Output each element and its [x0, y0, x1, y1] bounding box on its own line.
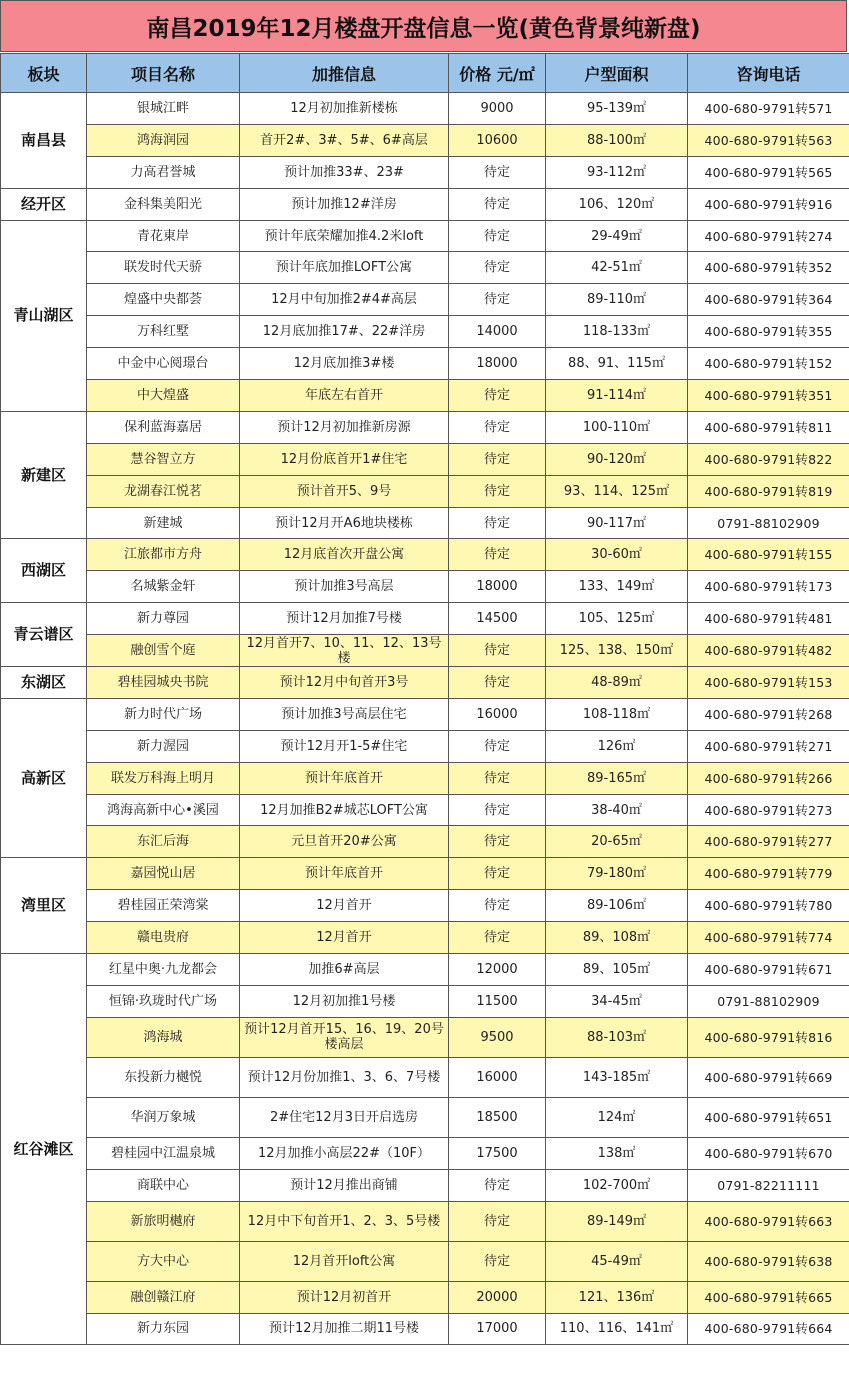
price-cell: 14000: [449, 316, 546, 348]
price-cell: 待定: [449, 922, 546, 954]
phone-cell: 400-680-9791转638: [688, 1241, 849, 1281]
unit-area-cell: 30-60㎡: [546, 539, 688, 571]
region-cell: 南昌县: [1, 93, 87, 189]
price-cell: 20000: [449, 1281, 546, 1313]
project-name-cell: 鸿海润园: [87, 124, 240, 156]
unit-area-cell: 102-700㎡: [546, 1169, 688, 1201]
project-name-cell: 金科集美阳光: [87, 188, 240, 220]
table-row: [1, 730, 849, 762]
phone-cell: 400-680-9791转352: [688, 252, 849, 284]
table-row: [1, 635, 849, 667]
phone-cell: 400-680-9791转669: [688, 1057, 849, 1097]
project-name-cell: 新力东园: [87, 1313, 240, 1345]
launch-info-cell: 预计12月首开15、16、19、20号楼高层: [240, 1017, 449, 1057]
phone-cell: 400-680-9791转664: [688, 1313, 849, 1345]
price-cell: 待定: [449, 794, 546, 826]
table-row: [1, 1169, 849, 1201]
table-row: [1, 1313, 849, 1345]
price-cell: 18500: [449, 1097, 546, 1137]
unit-area-cell: 89-165㎡: [546, 762, 688, 794]
table-row: [1, 922, 849, 954]
project-name-cell: 慧谷智立方: [87, 443, 240, 475]
table-row: [1, 411, 849, 443]
launch-info-cell: 预计12月中旬首开3号: [240, 667, 449, 699]
phone-cell: 400-680-9791转153: [688, 667, 849, 699]
unit-area-cell: 45-49㎡: [546, 1241, 688, 1281]
launch-info-cell: 12月底首次开盘公寓: [240, 539, 449, 571]
phone-cell: 400-680-9791转916: [688, 188, 849, 220]
launch-info-cell: 预计加推3号高层: [240, 571, 449, 603]
table-row: [1, 603, 849, 635]
launch-info-cell: 12月底加推17#、22#洋房: [240, 316, 449, 348]
launch-info-cell: 预计年底首开: [240, 762, 449, 794]
price-cell: 12000: [449, 954, 546, 986]
project-name-cell: 联发时代天骄: [87, 252, 240, 284]
price-cell: 17000: [449, 1313, 546, 1345]
project-name-cell: 华润万象城: [87, 1097, 240, 1137]
table-row: [1, 188, 849, 220]
phone-cell: 400-680-9791转481: [688, 603, 849, 635]
unit-area-cell: 38-40㎡: [546, 794, 688, 826]
project-name-cell: 东投新力樾悦: [87, 1057, 240, 1097]
launch-info-cell: 预计12月份加推1、3、6、7号楼: [240, 1057, 449, 1097]
unit-area-cell: 100-110㎡: [546, 411, 688, 443]
table-row: [1, 571, 849, 603]
phone-cell: 400-680-9791转816: [688, 1017, 849, 1057]
header-area: 户型面积: [546, 54, 688, 93]
table-row: [1, 698, 849, 730]
page-title: 南昌2019年12月楼盘开盘信息一览(黄色背景纯新盘): [0, 0, 847, 52]
header-project: 项目名称: [87, 54, 240, 93]
price-cell: 待定: [449, 667, 546, 699]
launch-info-cell: 预计年底首开: [240, 858, 449, 890]
price-cell: 17500: [449, 1137, 546, 1169]
table-row: [1, 93, 849, 125]
region-cell: 西湖区: [1, 539, 87, 603]
launch-info-cell: 预计12月推出商铺: [240, 1169, 449, 1201]
phone-cell: 0791-88102909: [688, 985, 849, 1017]
price-cell: 待定: [449, 284, 546, 316]
launch-info-cell: 12月首开7、10、11、12、13号楼: [240, 635, 449, 667]
launch-info-cell: 12月首开: [240, 922, 449, 954]
launch-info-cell: 预计12月加推7号楼: [240, 603, 449, 635]
phone-cell: 400-680-9791转779: [688, 858, 849, 890]
price-cell: 待定: [449, 443, 546, 475]
table-row: [1, 284, 849, 316]
price-cell: 待定: [449, 252, 546, 284]
launch-info-cell: 首开2#、3#、5#、6#高层: [240, 124, 449, 156]
listing-table: [0, 53, 849, 1345]
phone-cell: 400-680-9791转565: [688, 156, 849, 188]
unit-area-cell: 48-89㎡: [546, 667, 688, 699]
price-cell: 18000: [449, 571, 546, 603]
project-name-cell: 东汇后海: [87, 826, 240, 858]
project-name-cell: 中金中心阅璟台: [87, 348, 240, 380]
table-row: [1, 539, 849, 571]
table-row: [1, 380, 849, 412]
project-name-cell: 融创雪个庭: [87, 635, 240, 667]
project-name-cell: 新力渥园: [87, 730, 240, 762]
unit-area-cell: 124㎡: [546, 1097, 688, 1137]
price-cell: 18000: [449, 348, 546, 380]
region-cell: 青山湖区: [1, 220, 87, 411]
phone-cell: 400-680-9791转273: [688, 794, 849, 826]
header-info: 加推信息: [240, 54, 449, 93]
launch-info-cell: 12月底加推3#楼: [240, 348, 449, 380]
launch-info-cell: 预计12月初加推新房源: [240, 411, 449, 443]
unit-area-cell: 91-114㎡: [546, 380, 688, 412]
launch-info-cell: 预计加推12#洋房: [240, 188, 449, 220]
unit-area-cell: 34-45㎡: [546, 985, 688, 1017]
phone-cell: 400-680-9791转355: [688, 316, 849, 348]
project-name-cell: 青花東岸: [87, 220, 240, 252]
project-name-cell: 商联中心: [87, 1169, 240, 1201]
unit-area-cell: 143-185㎡: [546, 1057, 688, 1097]
price-cell: 待定: [449, 1241, 546, 1281]
phone-cell: 400-680-9791转268: [688, 698, 849, 730]
launch-info-cell: 预计加推3号高层住宅: [240, 698, 449, 730]
unit-area-cell: 89、105㎡: [546, 954, 688, 986]
project-name-cell: 红星中奥·九龙都会: [87, 954, 240, 986]
launch-info-cell: 预计12月加推二期11号楼: [240, 1313, 449, 1345]
price-cell: 待定: [449, 1201, 546, 1241]
price-cell: 10600: [449, 124, 546, 156]
phone-cell: 400-680-9791转274: [688, 220, 849, 252]
unit-area-cell: 105、125㎡: [546, 603, 688, 635]
unit-area-cell: 89-110㎡: [546, 284, 688, 316]
launch-info-cell: 12月中下旬首开1、2、3、5号楼: [240, 1201, 449, 1241]
table-row: [1, 1097, 849, 1137]
launch-info-cell: 加推6#高层: [240, 954, 449, 986]
region-cell: 经开区: [1, 188, 87, 220]
project-name-cell: 保利蓝海嘉居: [87, 411, 240, 443]
price-cell: 待定: [449, 220, 546, 252]
unit-area-cell: 42-51㎡: [546, 252, 688, 284]
phone-cell: 400-680-9791转780: [688, 890, 849, 922]
phone-cell: 400-680-9791转155: [688, 539, 849, 571]
unit-area-cell: 133、149㎡: [546, 571, 688, 603]
unit-area-cell: 90-117㎡: [546, 507, 688, 539]
project-name-cell: 万科红墅: [87, 316, 240, 348]
unit-area-cell: 93-112㎡: [546, 156, 688, 188]
unit-area-cell: 110、116、141㎡: [546, 1313, 688, 1345]
phone-cell: 400-680-9791转563: [688, 124, 849, 156]
project-name-cell: 鸿海城: [87, 1017, 240, 1057]
unit-area-cell: 88-103㎡: [546, 1017, 688, 1057]
phone-cell: 400-680-9791转774: [688, 922, 849, 954]
launch-info-cell: 元旦首开20#公寓: [240, 826, 449, 858]
price-cell: 待定: [449, 1169, 546, 1201]
project-name-cell: 恒锦·玖珑时代广场: [87, 985, 240, 1017]
price-cell: 待定: [449, 475, 546, 507]
project-name-cell: 新建城: [87, 507, 240, 539]
table-row: [1, 762, 849, 794]
phone-cell: 400-680-9791转152: [688, 348, 849, 380]
table-row: [1, 1241, 849, 1281]
project-name-cell: 新力时代广场: [87, 698, 240, 730]
price-cell: 待定: [449, 890, 546, 922]
table-row: [1, 826, 849, 858]
project-name-cell: 融创赣江府: [87, 1281, 240, 1313]
price-cell: 待定: [449, 380, 546, 412]
launch-info-cell: 12月首开: [240, 890, 449, 922]
phone-cell: 400-680-9791转571: [688, 93, 849, 125]
launch-info-cell: 12月份底首开1#住宅: [240, 443, 449, 475]
unit-area-cell: 20-65㎡: [546, 826, 688, 858]
table-header-row: [1, 54, 849, 93]
unit-area-cell: 121、136㎡: [546, 1281, 688, 1313]
project-name-cell: 碧桂园正荣湾棠: [87, 890, 240, 922]
table-row: [1, 890, 849, 922]
price-cell: 9500: [449, 1017, 546, 1057]
phone-cell: 0791-82211111: [688, 1169, 849, 1201]
table-row: [1, 1057, 849, 1097]
launch-info-cell: 预计年底荣耀加推4.2米loft: [240, 220, 449, 252]
phone-cell: 400-680-9791转482: [688, 635, 849, 667]
table-row: [1, 316, 849, 348]
price-cell: 14500: [449, 603, 546, 635]
table-row: [1, 156, 849, 188]
project-name-cell: 鸿海高新中心•溪园: [87, 794, 240, 826]
table-row: [1, 1137, 849, 1169]
phone-cell: 400-680-9791转266: [688, 762, 849, 794]
price-cell: 待定: [449, 826, 546, 858]
table-row: [1, 252, 849, 284]
price-cell: 待定: [449, 635, 546, 667]
project-name-cell: 新力尊园: [87, 603, 240, 635]
region-cell: 红谷滩区: [1, 954, 87, 1345]
launch-info-cell: 预计年底加推LOFT公寓: [240, 252, 449, 284]
header-region: 板块: [1, 54, 87, 93]
phone-cell: 400-680-9791转271: [688, 730, 849, 762]
launch-info-cell: 2#住宅12月3日开启选房: [240, 1097, 449, 1137]
unit-area-cell: 88、91、115㎡: [546, 348, 688, 380]
project-name-cell: 中大煌盛: [87, 380, 240, 412]
price-cell: 待定: [449, 507, 546, 539]
launch-info-cell: 预计12月开A6地块楼栋: [240, 507, 449, 539]
header-price: 价格 元/㎡: [449, 54, 546, 93]
price-cell: 待定: [449, 730, 546, 762]
unit-area-cell: 89-149㎡: [546, 1201, 688, 1241]
project-name-cell: 煌盛中央都荟: [87, 284, 240, 316]
project-name-cell: 新旅明樾府: [87, 1201, 240, 1241]
table-row: [1, 124, 849, 156]
launch-info-cell: 12月加推B2#城芯LOFT公寓: [240, 794, 449, 826]
unit-area-cell: 88-100㎡: [546, 124, 688, 156]
project-name-cell: 嘉园悦山居: [87, 858, 240, 890]
table-row: [1, 443, 849, 475]
unit-area-cell: 108-118㎡: [546, 698, 688, 730]
unit-area-cell: 79-180㎡: [546, 858, 688, 890]
launch-info-cell: 12月加推小高层22#（10F）: [240, 1137, 449, 1169]
launch-info-cell: 12月中旬加推2#4#高层: [240, 284, 449, 316]
phone-cell: 400-680-9791转351: [688, 380, 849, 412]
project-name-cell: 联发万科海上明月: [87, 762, 240, 794]
price-cell: 11500: [449, 985, 546, 1017]
launch-info-cell: 12月初加推新楼栋: [240, 93, 449, 125]
launch-info-cell: 预计首开5、9号: [240, 475, 449, 507]
price-cell: 9000: [449, 93, 546, 125]
table-row: [1, 794, 849, 826]
unit-area-cell: 90-120㎡: [546, 443, 688, 475]
unit-area-cell: 89-106㎡: [546, 890, 688, 922]
unit-area-cell: 138㎡: [546, 1137, 688, 1169]
table-row: [1, 475, 849, 507]
unit-area-cell: 29-49㎡: [546, 220, 688, 252]
price-cell: 待定: [449, 411, 546, 443]
phone-cell: 400-680-9791转651: [688, 1097, 849, 1137]
phone-cell: 400-680-9791转670: [688, 1137, 849, 1169]
table-row: [1, 1201, 849, 1241]
project-name-cell: 银城江畔: [87, 93, 240, 125]
project-name-cell: 碧桂园城央书院: [87, 667, 240, 699]
phone-cell: 400-680-9791转663: [688, 1201, 849, 1241]
phone-cell: 400-680-9791转819: [688, 475, 849, 507]
phone-cell: 400-680-9791转277: [688, 826, 849, 858]
project-name-cell: 赣电贵府: [87, 922, 240, 954]
phone-cell: 400-680-9791转173: [688, 571, 849, 603]
unit-area-cell: 89、108㎡: [546, 922, 688, 954]
launch-info-cell: 12月初加推1号楼: [240, 985, 449, 1017]
phone-cell: 400-680-9791转811: [688, 411, 849, 443]
table-row: [1, 220, 849, 252]
price-cell: 待定: [449, 539, 546, 571]
price-cell: 待定: [449, 858, 546, 890]
launch-info-cell: 年底左右首开: [240, 380, 449, 412]
header-phone: 咨询电话: [688, 54, 849, 93]
region-cell: 高新区: [1, 698, 87, 857]
table-row: [1, 348, 849, 380]
price-cell: 待定: [449, 156, 546, 188]
region-cell: 东湖区: [1, 667, 87, 699]
project-name-cell: 龙湖春江悦茗: [87, 475, 240, 507]
project-name-cell: 力高君誉城: [87, 156, 240, 188]
project-name-cell: 江旅都市方舟: [87, 539, 240, 571]
table-row: [1, 1017, 849, 1057]
unit-area-cell: 118-133㎡: [546, 316, 688, 348]
unit-area-cell: 95-139㎡: [546, 93, 688, 125]
launch-info-cell: 预计12月开1-5#住宅: [240, 730, 449, 762]
project-name-cell: 碧桂园中江温泉城: [87, 1137, 240, 1169]
region-cell: 新建区: [1, 411, 87, 539]
table-row: [1, 985, 849, 1017]
table-row: [1, 507, 849, 539]
project-name-cell: 方大中心: [87, 1241, 240, 1281]
unit-area-cell: 106、120㎡: [546, 188, 688, 220]
price-cell: 16000: [449, 698, 546, 730]
phone-cell: 0791-88102909: [688, 507, 849, 539]
region-cell: 湾里区: [1, 858, 87, 954]
phone-cell: 400-680-9791转822: [688, 443, 849, 475]
phone-cell: 400-680-9791转671: [688, 954, 849, 986]
phone-cell: 400-680-9791转665: [688, 1281, 849, 1313]
project-name-cell: 名城紫金轩: [87, 571, 240, 603]
launch-info-cell: 预计加推33#、23#: [240, 156, 449, 188]
unit-area-cell: 93、114、125㎡: [546, 475, 688, 507]
unit-area-cell: 125、138、150㎡: [546, 635, 688, 667]
launch-info-cell: 12月首开loft公寓: [240, 1241, 449, 1281]
table-row: [1, 858, 849, 890]
table-row: [1, 667, 849, 699]
price-cell: 16000: [449, 1057, 546, 1097]
price-cell: 待定: [449, 762, 546, 794]
unit-area-cell: 126㎡: [546, 730, 688, 762]
phone-cell: 400-680-9791转364: [688, 284, 849, 316]
price-cell: 待定: [449, 188, 546, 220]
table-row: [1, 954, 849, 986]
launch-info-cell: 预计12月初首开: [240, 1281, 449, 1313]
region-cell: 青云谱区: [1, 603, 87, 667]
table-row: [1, 1281, 849, 1313]
